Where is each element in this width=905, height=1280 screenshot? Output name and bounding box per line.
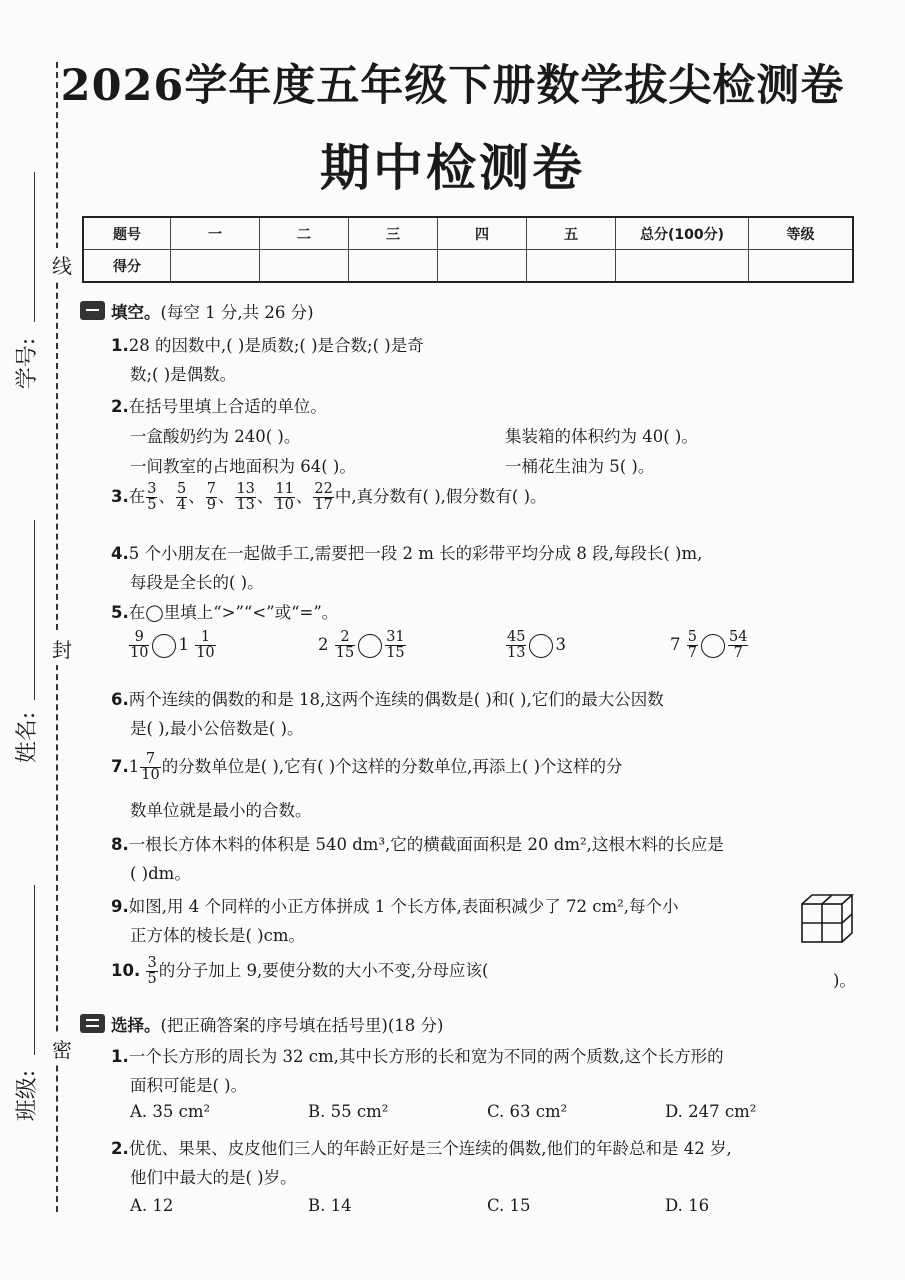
question-5-text: 5.在◯里填上“>”“<”或“=”。: [111, 603, 339, 622]
fraction: $\frac{13}{13}$: [236, 481, 255, 514]
page-title: 2026学年度五年级下册数学拔尖检测卷: [60, 61, 845, 111]
class-line[interactable]: [34, 885, 35, 1055]
section-one-heading: 填空。(每空 1 分,共 26 分): [111, 303, 314, 322]
score-cell[interactable]: [616, 250, 749, 283]
score-header-cell: 题号: [83, 217, 171, 250]
score-header-cell: 三: [349, 217, 438, 250]
compare-circle[interactable]: [152, 634, 176, 658]
cuboid-figure: [798, 892, 856, 946]
class-label: 班级:: [15, 1069, 41, 1122]
choice-question-2-line-1: 2.优优、果果、皮皮他们三人的年龄正好是三个连续的偶数,他们的年龄总和是 42 岁,: [111, 1139, 732, 1158]
score-cell[interactable]: [171, 250, 260, 283]
question-4-line-1: 4.5 个小朋友在一起做手工,需要把一段 2 m 长的彩带平均分成 8 段,每段长( )m,: [111, 544, 703, 563]
name-line[interactable]: [34, 520, 35, 700]
compare-item-3: $\frac{45}{13}$ 3: [507, 629, 566, 662]
score-header-cell: 等级: [749, 217, 854, 250]
name-label: 姓名:: [15, 711, 41, 764]
choice-option-c[interactable]: C. 63 cm²: [487, 1102, 568, 1121]
question-2-item-a: 一盒酸奶约为 240( )。: [130, 427, 301, 446]
question-8-line-2: ( )dm。: [130, 864, 191, 883]
score-row-label: 得分: [83, 250, 171, 283]
score-header-cell: 四: [438, 217, 527, 250]
question-6-line-2: 是( ),最小公倍数是( )。: [130, 719, 304, 738]
score-header-cell: 总分(100分): [616, 217, 749, 250]
compare-circle[interactable]: [358, 634, 382, 658]
score-header-cell: 五: [527, 217, 616, 250]
choice-question-1-line-1: 1.一个长方形的周长为 32 cm,其中长方形的长和宽为不同的两个质数,这个长方形的: [111, 1047, 724, 1066]
choice-question-2-line-2: 他们中最大的是( )岁。: [130, 1168, 297, 1187]
score-cell[interactable]: [260, 250, 349, 283]
compare-circle[interactable]: [701, 634, 725, 658]
score-cell[interactable]: [349, 250, 438, 283]
score-cell[interactable]: [438, 250, 527, 283]
question-7-line-2: 数单位就是最小的合数。: [130, 801, 312, 820]
score-table-score-row: [83, 250, 853, 283]
student-id-line[interactable]: [34, 172, 35, 322]
question-2-item-c: 一间教室的占地面积为 64( )。: [130, 457, 356, 476]
choice-option-d[interactable]: D. 247 cm²: [665, 1102, 757, 1121]
question-2-item-b: 集装箱的体积约为 40( )。: [505, 427, 698, 446]
margin-word-xian: 线: [52, 248, 72, 281]
question-7-line-1: 7.1 $\frac{7}{10}$ 的分数单位是( ),它有( )个这样的分数单位,再添上( )个这样的分: [111, 751, 623, 784]
compare-item-4: 7 $\frac{5}{7}$ $\frac{54}{7}$: [670, 629, 748, 662]
student-id-label: 学号:: [15, 337, 41, 390]
score-table-header-row: [83, 217, 853, 250]
fraction: $\frac{11}{10}$: [275, 481, 294, 514]
choice-option-d[interactable]: D. 16: [665, 1196, 710, 1215]
fraction: $\frac{22}{17}$: [314, 481, 333, 514]
question-9-line-2: 正方体的棱长是( )cm。: [130, 926, 306, 945]
fraction: $\frac{7}{9}$: [206, 481, 216, 514]
score-cell[interactable]: [749, 250, 854, 283]
score-cell[interactable]: [527, 250, 616, 283]
section-two-icon: [80, 1014, 105, 1033]
question-9-line-1: 9.如图,用 4 个同样的小正方体拼成 1 个长方体,表面积减少了 72 cm²,每个小: [111, 897, 679, 916]
page-subtitle: 期中检测卷: [320, 138, 585, 197]
question-3-line: 3.在 $\frac{3}{5}$ 、 $\frac{5}{4}$ 、 $\frac{7}{9}$ 、 $\frac{13}{13}$ 、 $\frac{11}{10}$ 、 $\frac{22}{17}$ 中,真分数有( ),假分数有( )。: [111, 481, 547, 514]
question-2-text: 2.在括号里填上合适的单位。: [111, 397, 327, 416]
question-2-item-d: 一桶花生油为 5( )。: [505, 457, 655, 476]
score-header-cell: 一: [171, 217, 260, 250]
section-one-icon: [80, 301, 105, 320]
margin-word-feng: 封: [52, 632, 72, 665]
question-8-line-1: 8.一根长方体木料的体积是 540 dm³,它的横截面面积是 20 dm²,这根木料的长应是: [111, 835, 724, 854]
choice-option-c[interactable]: C. 15: [487, 1196, 531, 1215]
fraction: $\frac{5}{4}$: [176, 481, 187, 514]
question-4-line-2: 每段是全长的( )。: [130, 573, 264, 592]
compare-item-2: 2 $\frac{2}{15}$ $\frac{31}{15}$: [318, 629, 405, 662]
choice-question-1-line-2: 面积可能是( )。: [130, 1076, 248, 1095]
score-header-cell: 二: [260, 217, 349, 250]
choice-option-b[interactable]: B. 55 cm²: [308, 1102, 389, 1121]
fraction: $\frac{3}{5}$: [147, 481, 157, 514]
question-1-line-1: 1.28 的因数中,( )是质数;( )是合数;( )是奇: [111, 336, 424, 355]
section-two-heading: 选择。(把正确答案的序号填在括号里)(18 分): [111, 1016, 444, 1035]
margin-word-mi: 密: [52, 1032, 72, 1065]
score-table: [82, 216, 854, 283]
choice-option-a[interactable]: A. 35 cm²: [130, 1102, 211, 1121]
compare-item-1: $\frac{9}{10}$ 1 $\frac{1}{10}$: [130, 629, 215, 662]
compare-circle[interactable]: [529, 634, 553, 658]
question-10-end: )。: [833, 971, 856, 990]
choice-option-a[interactable]: A. 12: [130, 1196, 174, 1215]
question-10-line: 10. $\frac{3}{5}$ 的分子加上 9,要使分数的大小不变,分母应该(: [111, 955, 489, 988]
question-6-line-1: 6.两个连续的偶数的和是 18,这两个连续的偶数是( )和( ),它们的最大公因数: [111, 690, 664, 709]
choice-option-b[interactable]: B. 14: [308, 1196, 352, 1215]
question-1-line-2: 数;( )是偶数。: [130, 365, 237, 384]
